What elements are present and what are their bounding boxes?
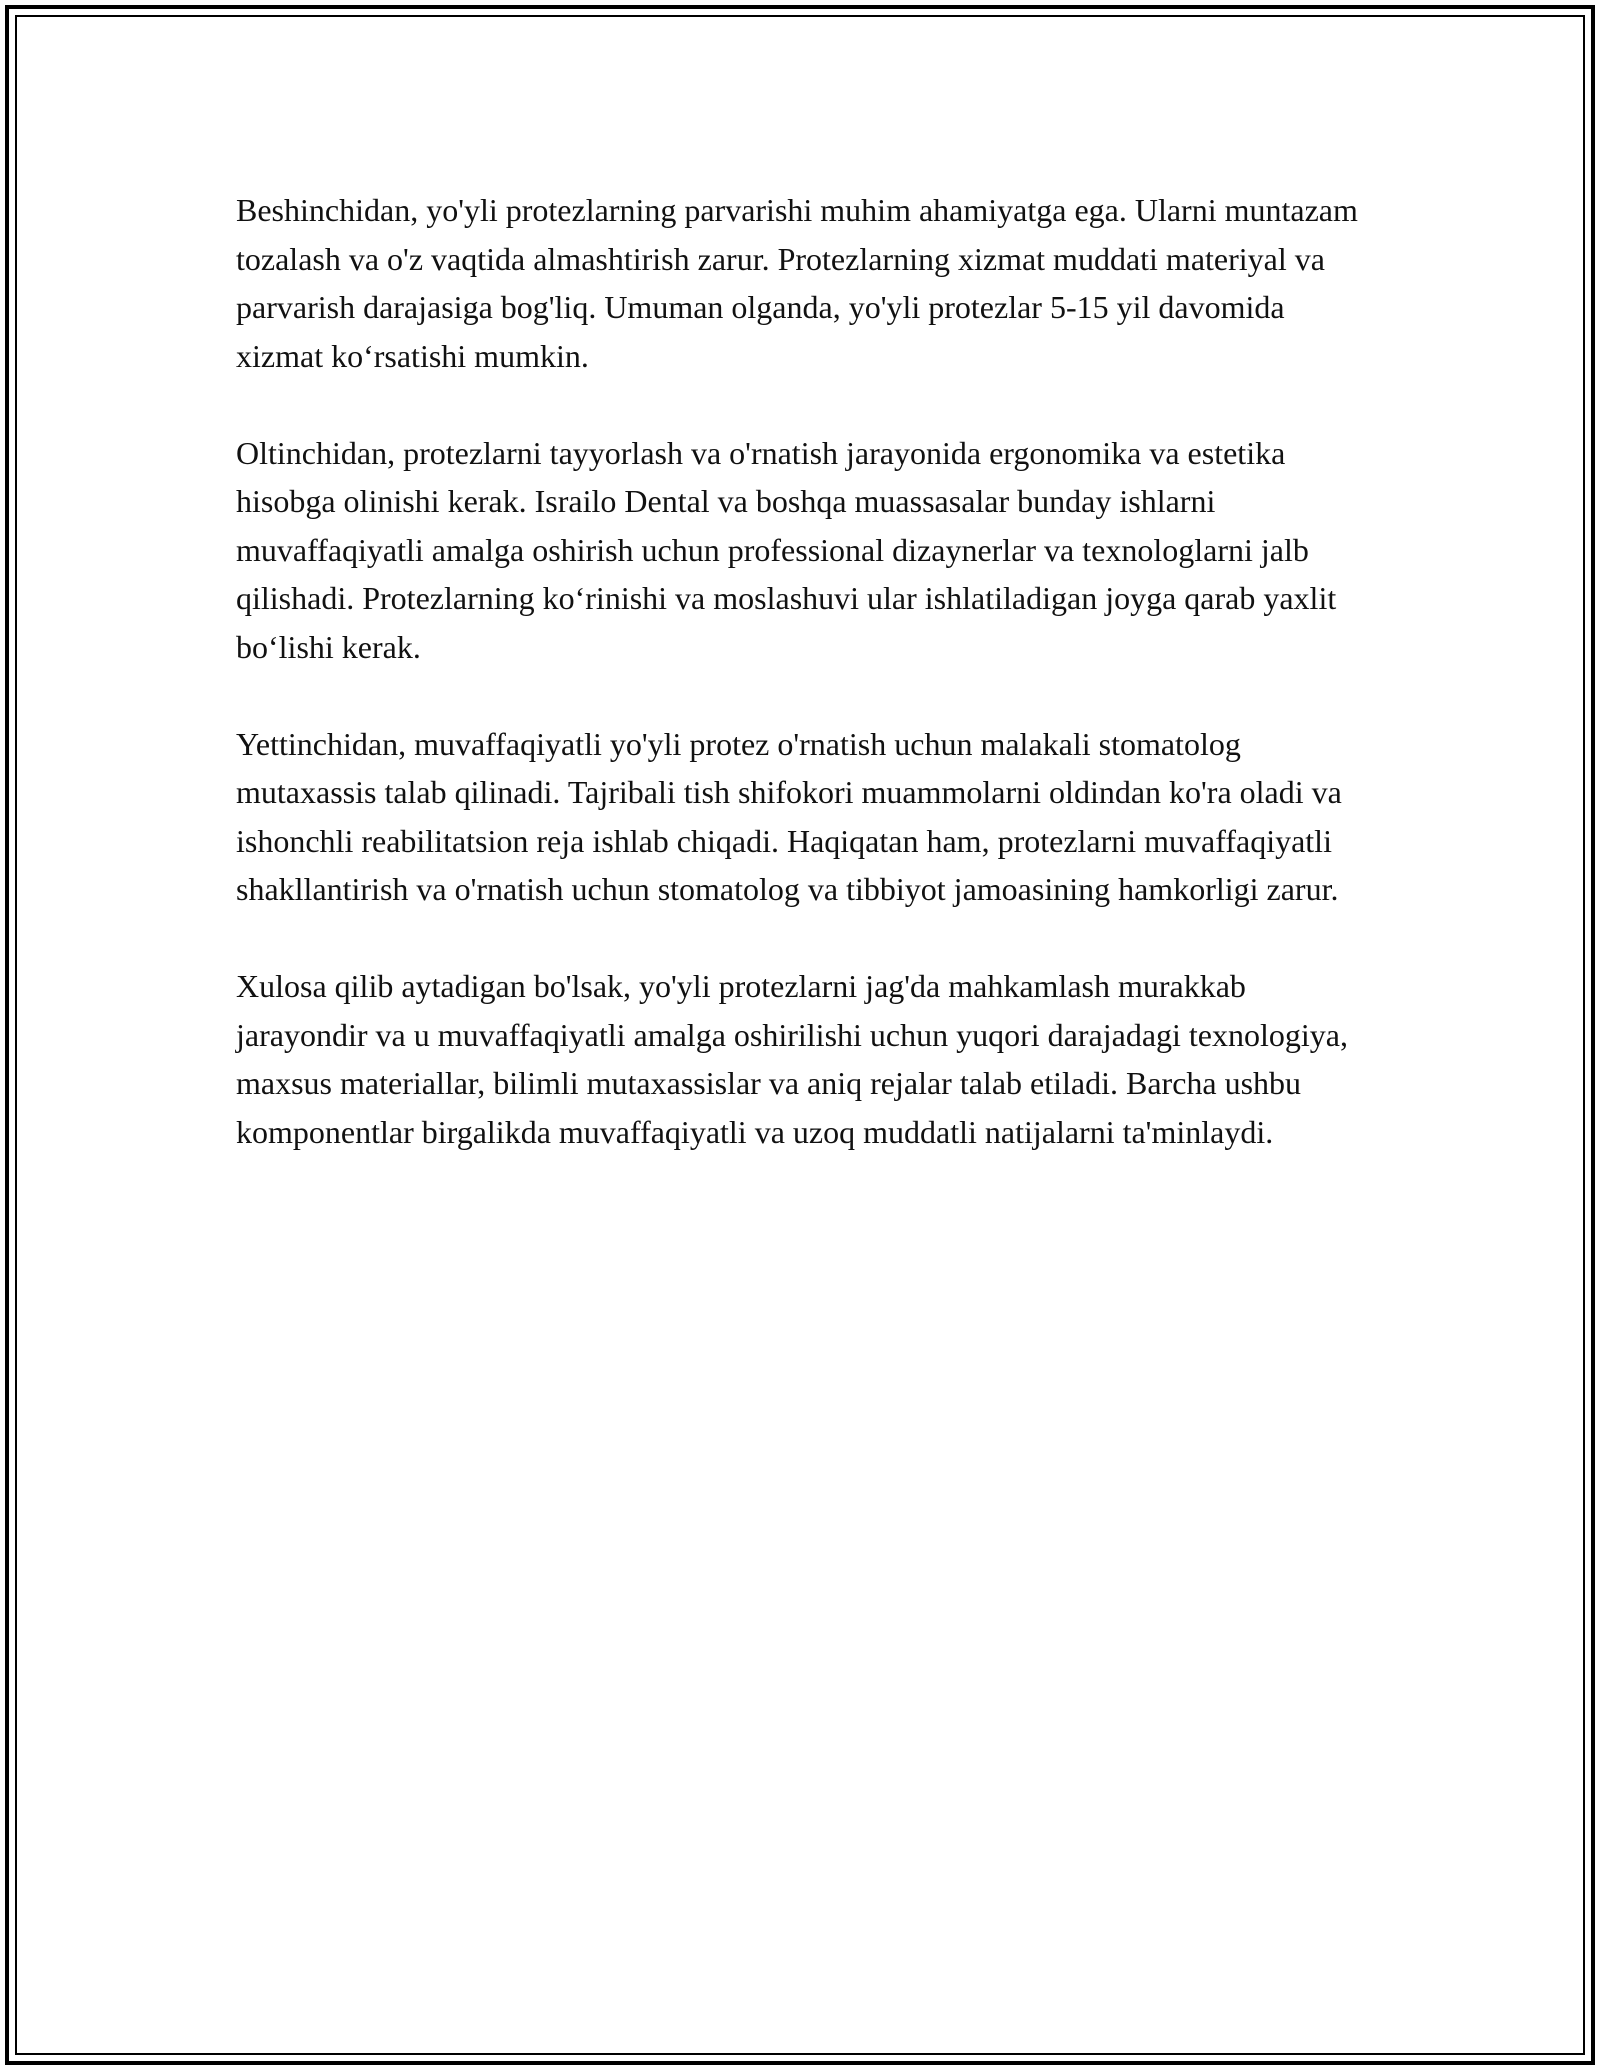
paragraph-yettinchidan: Yettinchidan, muvaffaqiyatli yo'yli protez o'rnatish uchun malakali stomatolog mutaxassis talab qilinadi. Tajribali tish shifokori muammolarni oldindan ko'ra oladi va ishonchli reabilitatsion reja ishlab chiqadi. Haqiqatan ham, protezlarni muvaffaqiyatli shakllantirish va o'rnatish uchun stomatolog va tibbiyot jamoasining hamkorligi zarur. <box>236 725 1342 907</box>
paragraph-xulosa: Xulosa qilib aytadigan bo'lsak, yo'yli protezlarni jag'da mahkamlash murakkab jarayondir va u muvaffaqiyatli amalga oshirilishi uchun yuqori darajadagi texnologiya, maxsus materiallar, bilimli mutaxassislar va aniq rejalar talab etiladi. Barcha ushbu komponentlar birgalikda muvaffaqiyatli va uzoq muddatli natijalarni ta'minlaydi. <box>236 968 1348 1150</box>
paragraph-oltinchidan: Oltinchidan, protezlarni tayyorlash va o'rnatish jarayonida ergonomika va estetika hisobga olinishi kerak. Israilo Dental va boshqa muassasalar bunday ishlarni muvaffaqiyatli amalga oshirish uchun professional dizaynerlar va texnologlarni jalb qilishadi. Protezlarning koʻrinishi va moslashuvi ular ishlatiladigan joyga qarab yaxlit boʻlishi kerak. <box>236 434 1337 665</box>
document-body <box>236 186 1366 1156</box>
paragraph-beshinchidan: Beshinchidan, yo'yli protezlarning parvarishi muhim ahamiyatga ega. Ularni muntazam tozalash va o'z vaqtida almashtirish zarur. Protezlarning xizmat muddati materiyal va parvarish darajasiga bog'liq. Umuman olganda, yo'yli protezlar 5-15 yil davomida xizmat koʻrsatishi mumkin. <box>236 192 1358 374</box>
